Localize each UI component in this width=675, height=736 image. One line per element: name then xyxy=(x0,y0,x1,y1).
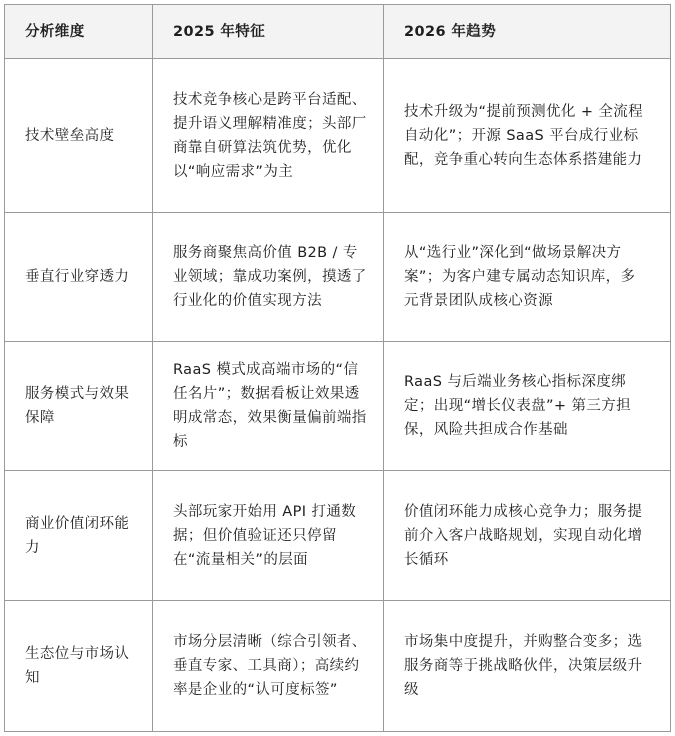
row-2025-features: 服务商聚焦高价值 B2B / 专业领域；靠成功案例，摸透了行业化的价值实现方法 xyxy=(153,213,384,342)
row-2025-features: RaaS 模式成高端市场的“信任名片”；数据看板让效果透明成常态，效果衡量偏前端指标 xyxy=(153,342,384,471)
table-row xyxy=(5,59,671,213)
header-row xyxy=(5,5,671,59)
row-2026-trends: 市场集中度提升，并购整合变多；选服务商等于挑战略伙伴，决策层级升级 xyxy=(384,601,671,732)
row-dimension: 技术壁垒高度 xyxy=(5,59,153,213)
row-dimension: 服务模式与效果保障 xyxy=(5,342,153,471)
row-2026-trends: 技术升级为“提前预测优化 + 全流程自动化”；开源 SaaS 平台成行业标配，竞争重心转向生态体系搭建能力 xyxy=(384,59,671,213)
comparison-table-container xyxy=(4,4,670,732)
table-header xyxy=(5,5,671,59)
table-row xyxy=(5,213,671,342)
row-2025-features: 市场分层清晰（综合引领者、垂直专家、工具商）；高续约率是企业的“认可度标签” xyxy=(153,601,384,732)
table-row xyxy=(5,471,671,601)
row-2026-trends: 价值闭环能力成核心竞争力；服务提前介入客户战略规划，实现自动化增长循环 xyxy=(384,471,671,601)
row-2025-features: 技术竞争核心是跨平台适配、提升语义理解精准度；头部厂商靠自研算法筑优势，优化以“响应需求”为主 xyxy=(153,59,384,213)
row-dimension: 垂直行业穿透力 xyxy=(5,213,153,342)
comparison-table xyxy=(4,4,671,732)
row-dimension: 商业价值闭环能力 xyxy=(5,471,153,601)
header-2025-features: 2025 年特征 xyxy=(153,5,384,59)
table-row xyxy=(5,601,671,732)
header-dimension: 分析维度 xyxy=(5,5,153,59)
row-dimension: 生态位与市场认知 xyxy=(5,601,153,732)
row-2026-trends: 从“选行业”深化到“做场景解决方案”；为客户建专属动态知识库，多元背景团队成核心资源 xyxy=(384,213,671,342)
table-body xyxy=(5,59,671,732)
row-2026-trends: RaaS 与后端业务核心指标深度绑定；出现“增长仪表盘”+ 第三方担保，风险共担成合作基础 xyxy=(384,342,671,471)
table-row xyxy=(5,342,671,471)
header-2026-trends: 2026 年趋势 xyxy=(384,5,671,59)
row-2025-features: 头部玩家开始用 API 打通数据；但价值验证还只停留在“流量相关”的层面 xyxy=(153,471,384,601)
